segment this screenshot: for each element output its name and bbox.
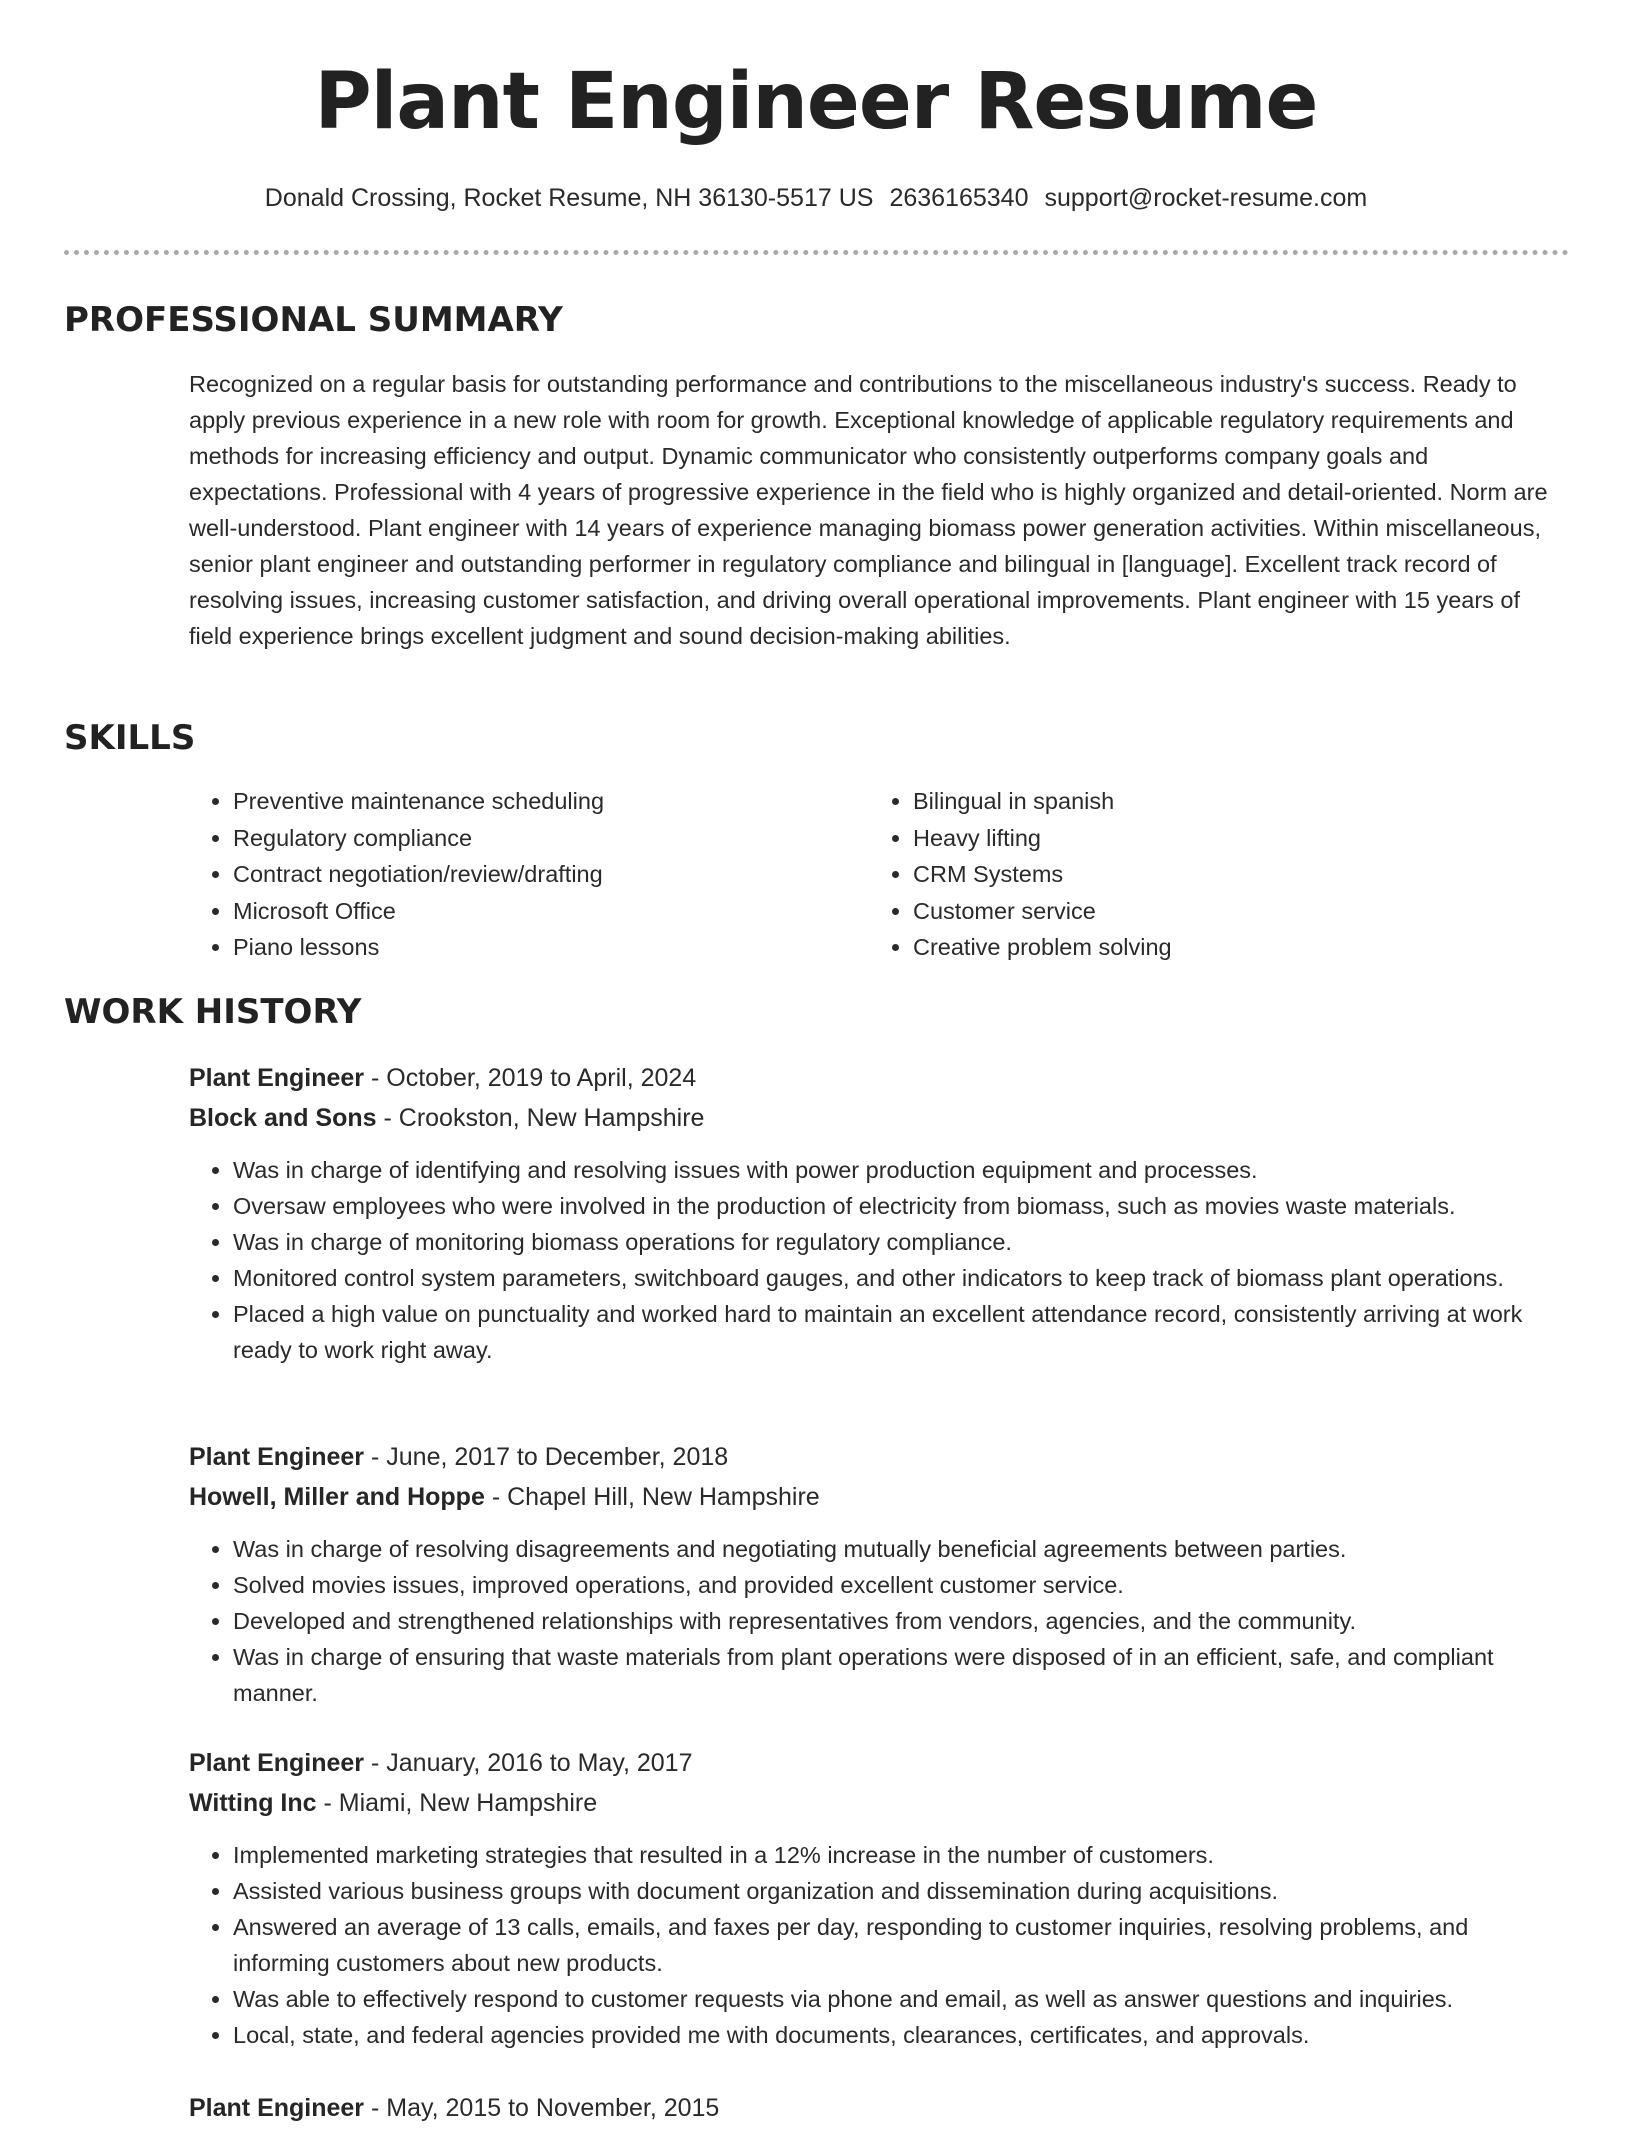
job-title-line [189,1439,1549,1479]
job-entry [189,2090,1549,2130]
job-bullet: • Answered an average of 13 calls, emails, and faxes per day, responding to customer inquiries, resolving problems, and informing customers about new products. [233,1909,1549,1981]
job-company: Block and Sons [189,1104,377,1132]
job-bullets [189,1531,1549,1711]
job-location: - Chapel Hill, New Hampshire [484,1483,820,1511]
job-title: Plant Engineer [189,1443,365,1471]
skill-item: • Microsoft Office [233,893,853,930]
job-company: Howell, Miller and Hoppe [189,1483,485,1511]
contact-address: Donald Crossing, Rocket Resume, NH 36130-5517 US [264,184,874,212]
job-bullet: • Monitored control system parameters, switchboard gauges, and other indicators to keep track of biomass plant operations. [233,1260,1549,1296]
job-title-line [189,1060,1549,1100]
job-bullets [189,1152,1549,1368]
skills-column-right [869,783,1533,966]
work-history-heading: WORK HISTORY [64,992,362,1032]
job-title: Plant Engineer [189,1064,365,1092]
job-dates: - October, 2019 to April, 2024 [364,1064,697,1092]
skill-item: • Creative problem solving [913,929,1533,966]
job-entry [189,1745,1549,2053]
skills-column-left [189,783,853,966]
skills-heading: SKILLS [64,718,196,758]
job-company-line [189,1100,1549,1140]
job-bullet: • Oversaw employees who were involved in the production of electricity from biomass, such as movies waste materials. [233,1188,1549,1224]
skill-item: • Regulatory compliance [233,820,853,857]
job-title-line [189,1745,1549,1785]
job-bullet: • Assisted various business groups with document organization and dissemination during acquisitions. [233,1873,1549,1909]
job-bullet: • Implemented marketing strategies that resulted in a 12% increase in the number of customers. [233,1837,1549,1873]
job-bullets [189,1837,1549,2053]
job-entry [189,1439,1549,1711]
job-bullet: • Local, state, and federal agencies provided me with documents, clearances, certificates, and approvals. [233,2017,1549,2053]
job-dates: - January, 2016 to May, 2017 [364,1749,693,1777]
job-title: Plant Engineer [189,2094,365,2122]
skill-item: • Contract negotiation/review/drafting [233,856,853,893]
job-company: Witting Inc [189,1789,317,1817]
job-location: - Crookston, New Hampshire [376,1104,705,1132]
job-bullet: • Was in charge of monitoring biomass operations for regulatory compliance. [233,1224,1549,1260]
job-entry [189,1060,1549,1368]
contact-line [0,180,1632,216]
job-dates: - June, 2017 to December, 2018 [364,1443,729,1471]
job-bullet: • Developed and strengthened relationships with representatives from vendors, agencies, and the community. [233,1603,1549,1639]
job-bullet: • Was in charge of ensuring that waste materials from plant operations were disposed of in an efficient, safe, and compliant manner. [233,1639,1549,1711]
job-bullet: • Solved movies issues, improved operations, and provided excellent customer service. [233,1567,1549,1603]
skill-item: • Piano lessons [233,929,853,966]
job-bullet: • Was able to effectively respond to customer requests via phone and email, as well as answer questions and inquiries. [233,1981,1549,2017]
summary-heading: PROFESSIONAL SUMMARY [64,300,563,340]
job-location: - Miami, New Hampshire [316,1789,598,1817]
skill-item: • CRM Systems [913,856,1533,893]
job-bullet: • Was in charge of identifying and resolving issues with power production equipment and processes. [233,1152,1549,1188]
skill-item: • Preventive maintenance scheduling [233,783,853,820]
summary-text: Recognized on a regular basis for outstanding performance and contributions to the miscellaneous industry's success. Ready to apply previous experience in a new role with room for growth. Exceptional knowledge of applicable regulatory requirements and methods for increasing efficiency and output. Dynamic communicator who consistently outperforms company goals and expectations. Professional with 4 years of progressive experience in the field who is highly organized and detail-oriented. Norm are well-understood. Plant engineer with 14 years of experience managing biomass power generation activities. Within miscellaneous, senior plant engineer and outstanding performer in regulatory compliance and bilingual in [language]. Excellent track record of resolving issues, increasing customer satisfaction, and driving overall operational improvements. Plant engineer with 15 years of field experience brings excellent judgment and sound decision-making abilities. [189,371,1548,649]
skill-item: • Heavy lifting [913,820,1533,857]
job-title-line [189,2090,1549,2130]
contact-email: support@rocket-resume.com [1044,184,1368,212]
job-company-line [189,1479,1549,1519]
job-bullet: • Placed a high value on punctuality and worked hard to maintain an excellent attendance record, consistently arriving at work ready to work right away. [233,1296,1549,1368]
job-bullet: • Was in charge of resolving disagreements and negotiating mutually beneficial agreements between parties. [233,1531,1549,1567]
skill-item: • Customer service [913,893,1533,930]
contact-phone: 2636165340 [889,184,1029,212]
job-company-line [189,1785,1549,1825]
page-title: Plant Engineer Resume [314,57,1318,147]
job-dates: - May, 2015 to November, 2015 [364,2094,720,2122]
skill-item: • Bilingual in spanish [913,783,1533,820]
job-title: Plant Engineer [189,1749,365,1777]
header-divider [64,250,1569,255]
